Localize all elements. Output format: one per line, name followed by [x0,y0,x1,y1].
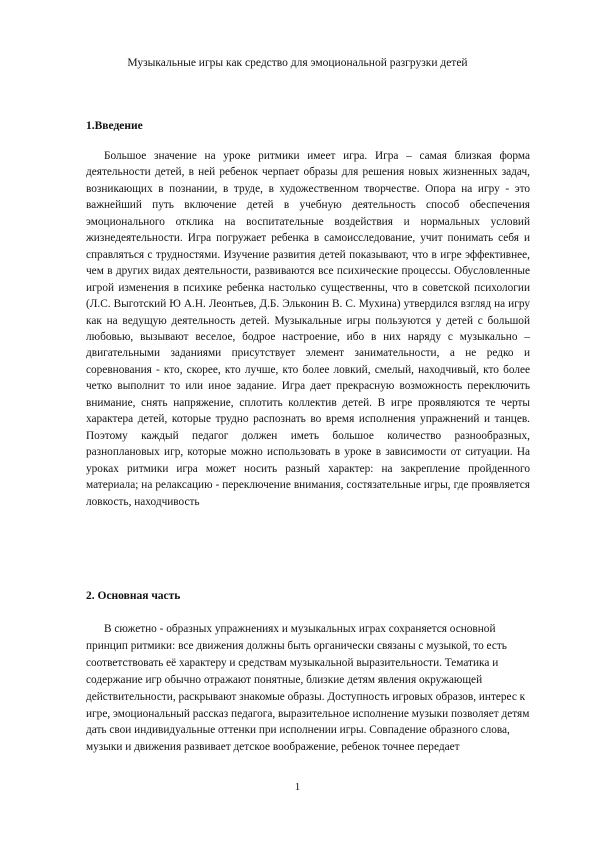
page-number: 1 [294,781,301,793]
section-paragraph-introduction: Большое значение на уроке ритмики имеет игра. Игра – самая близкая форма деятельности детей, в ней ребенок черпает образы для решения новых жизненных задач, возникающих в познании, в труде, в художественном творчестве. Опора на игру - это важнейший путь включение детей в учебную деятельность способ обеспечения эмоционального отклика на воспитательные воздействия и нормальных условий жизнедеятельности. Игра погружает ребенка в самоисследование, учит понимать себя и справляться с трудностями. Изучение развития детей показывают, что в игре эффективнее, чем в других видах деятельности, развиваются все психические процессы. Обусловленные игрой изменения в психике ребенка настолько существенны, что в советской психологии (Л.С. Выготский Ю А.Н. Леонтьев, Д.Б. Эльконин В. С. Мухина) утвердился взгляд на игру как на ведущую деятельность детей. Музыкальные игры пользуются у детей с большой любовью, вызывают веселое, бодрое настроение, ибо в них наряду с музыкально – двигательными заданиями присутствует элемент занимательности, а не редко и соревнования - кто, скорее, кто лучше, кто более ловкий, смелый, находчивый, кто более четко выполнит то или иное задание. Игра дает прекрасную возможность переключить внимание, снять напряжение, сплотить коллектив детей. В игре проявляются те черты характера детей, которые трудно распознать во время исполнения упражнений и танцев. Поэтому каждый педагог должен иметь большое количество разнообразных, разноплановых игр, которые можно использовать в уроке в зависимости от ситуации. На уроках ритмики игра может носить разный характер: на закрепление пройденного материала; на релаксацию - переключение внимания, состязательные игры, где проявляется ловкость, находчивость [86,150,530,508]
document-title: Музыкальные игры как средство для эмоциональной разгрузки детей [127,57,468,69]
section-heading-main-part: 2. Основная часть [86,590,181,602]
section-paragraph-main-part: В сюжетно - образных упражнениях и музыкальных играх сохраняется основной принцип ритмики: все движения должны быть органически связаны с музыкой, то есть соответствовать её характеру и средствам музыкальной выразительности. Тематика и содержание игр обычно отражают понятные, близкие детям явления окружающей действительности, раскрывают знакомые образы. Доступность игровых образов, интерес к игре, эмоциональный рассказ педагога, выразительное исполнение музыки позволяет детям дать свои индивидуальные оттенки при исполнении игры. Совпадение образного слова, музыки и движения развивает детское воображение, ребенок точнее передает [86,623,530,754]
section-heading-introduction: 1.Введение [86,120,143,132]
